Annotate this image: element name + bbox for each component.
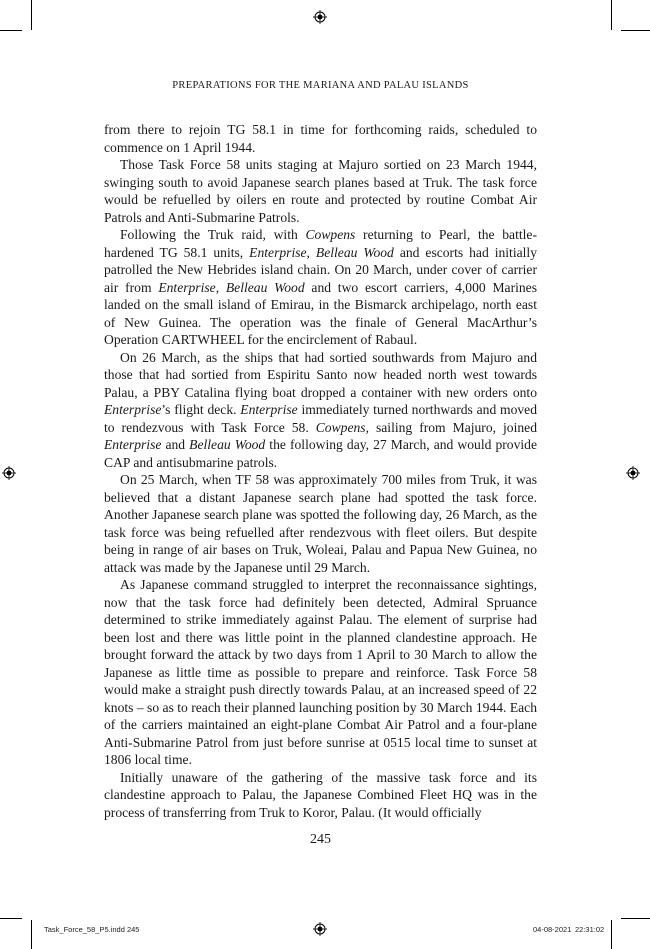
running-header: PREPARATIONS FOR THE MARIANA AND PALAU ISLANDS (172, 80, 469, 91)
crop-mark (621, 918, 650, 919)
ship-name: Cowpens (305, 227, 356, 242)
paragraph: On 26 March, as the ships that had sortied southwards from Majuro and those that had sortied from Espiritu Santo now headed north west towards Palau, a PBY Catalina flying boat dropped a container with new orders onto Enterprise’s flight deck. Enterprise immediately turned northwards and moved to rendezvous with Task Force 58. Cowpens, sailing from Majuro, joined Enterprise and Belleau Wood the following day, 27 March, and would provide CAP and antisubmarine patrols. (104, 349, 538, 470)
ship-name: Cowpens (315, 419, 366, 435)
crop-mark (621, 30, 650, 31)
crop-mark (31, 920, 32, 949)
ship-name: Enterprise (240, 402, 298, 417)
ship-name: Belleau Wood (189, 437, 266, 452)
registration-mark-icon (313, 922, 327, 936)
paragraph: from there to rejoin TG 58.1 in time for forthcoming raids, scheduled to commence on 1 April 1944. (104, 122, 537, 155)
slug-filename: Task_Force_58_P5.indd 245 (44, 925, 140, 934)
crop-mark (0, 30, 22, 31)
slug-time: 22:31:02 (575, 925, 605, 934)
crop-mark (31, 0, 32, 30)
ship-name: Enterprise (158, 279, 216, 295)
paragraph: Those Task Force 58 units staging at Majuro sortied on 23 March 1944, swinging south to avoid Japanese search planes based at Truk. The task force would be refuelled by oilers en route and protected by routine Combat Air Patrols and Anti-Submarine Patrols. (104, 157, 537, 225)
body-text (104, 121, 537, 821)
crop-mark (611, 0, 612, 30)
paragraph: Following the Truk raid, with Cowpens returning to Pearl, the battle-hardened TG 58.1 units, Enterprise, Belleau Wood and escorts had initially patrolled the New Hebrides island chain. On 20 March, under cover of carrier air from Enterprise, Belleau Wood and two escort carriers, 4,000 Marines landed on the small island of Emirau, in the Bismarck archipelago, north east of New Guinea. The operation was the finale of General MacArthur’s Operation CARTWHEEL for the encirclement of Rabaul. (104, 227, 538, 347)
paragraph: Initially unaware of the gathering of the massive task force and its clandestine approach to Palau, the Japanese Combined Fleet HQ was in the process of transferring from Truk to Koror, Palau. (It would officially (104, 769, 537, 820)
ship-name: Enterprise (104, 437, 162, 452)
page-number: 245 (310, 832, 331, 847)
paragraph: As Japanese command struggled to interpret the reconnaissance sightings, now that the task force had definitely been detected, Admiral Spruance determined to strike immediately against Palau. The element of surprise had been lost and there was little point in the planned clandestine approach. He brought forward the attack by two days from 1 April to 30 March to allow the Japanese as little time as possible to prepare and reinforce. Task Force 58 would make a straight push directly towards Palau, at an increased speed of 22 knots – so as to reach their planned launching position by 30 March 1944. Each of the carriers maintained an eight-plane Combat Air Patrol and a four-plane Anti-Submarine Patrol from just before sunrise at 0515 local time to sunset at 1806 local time. (104, 577, 538, 767)
slug-date: 04-08-2021 (533, 925, 572, 934)
ship-name: Belleau Wood (225, 279, 305, 295)
ship-name: Enterprise (104, 402, 162, 417)
registration-mark-icon (626, 466, 640, 480)
crop-mark (611, 920, 612, 949)
ship-name: Belleau Wood (315, 244, 394, 260)
ship-name: Enterprise (249, 244, 307, 260)
paragraph: On 25 March, when TF 58 was approximately 700 miles from Truk, it was believed that a distant Japanese search plane had spotted the task force. Another Japanese search plane was spotted the following day, 26 March, as the task force was being refuelled after rendezvous with fleet oilers. But despite being in range of air bases on Truk, Woleai, Palau and Papua New Guinea, no attack was made by the Japanese until 29 March. (104, 472, 537, 575)
registration-mark-icon (313, 10, 327, 24)
registration-mark-icon (2, 466, 16, 480)
crop-mark (0, 918, 22, 919)
